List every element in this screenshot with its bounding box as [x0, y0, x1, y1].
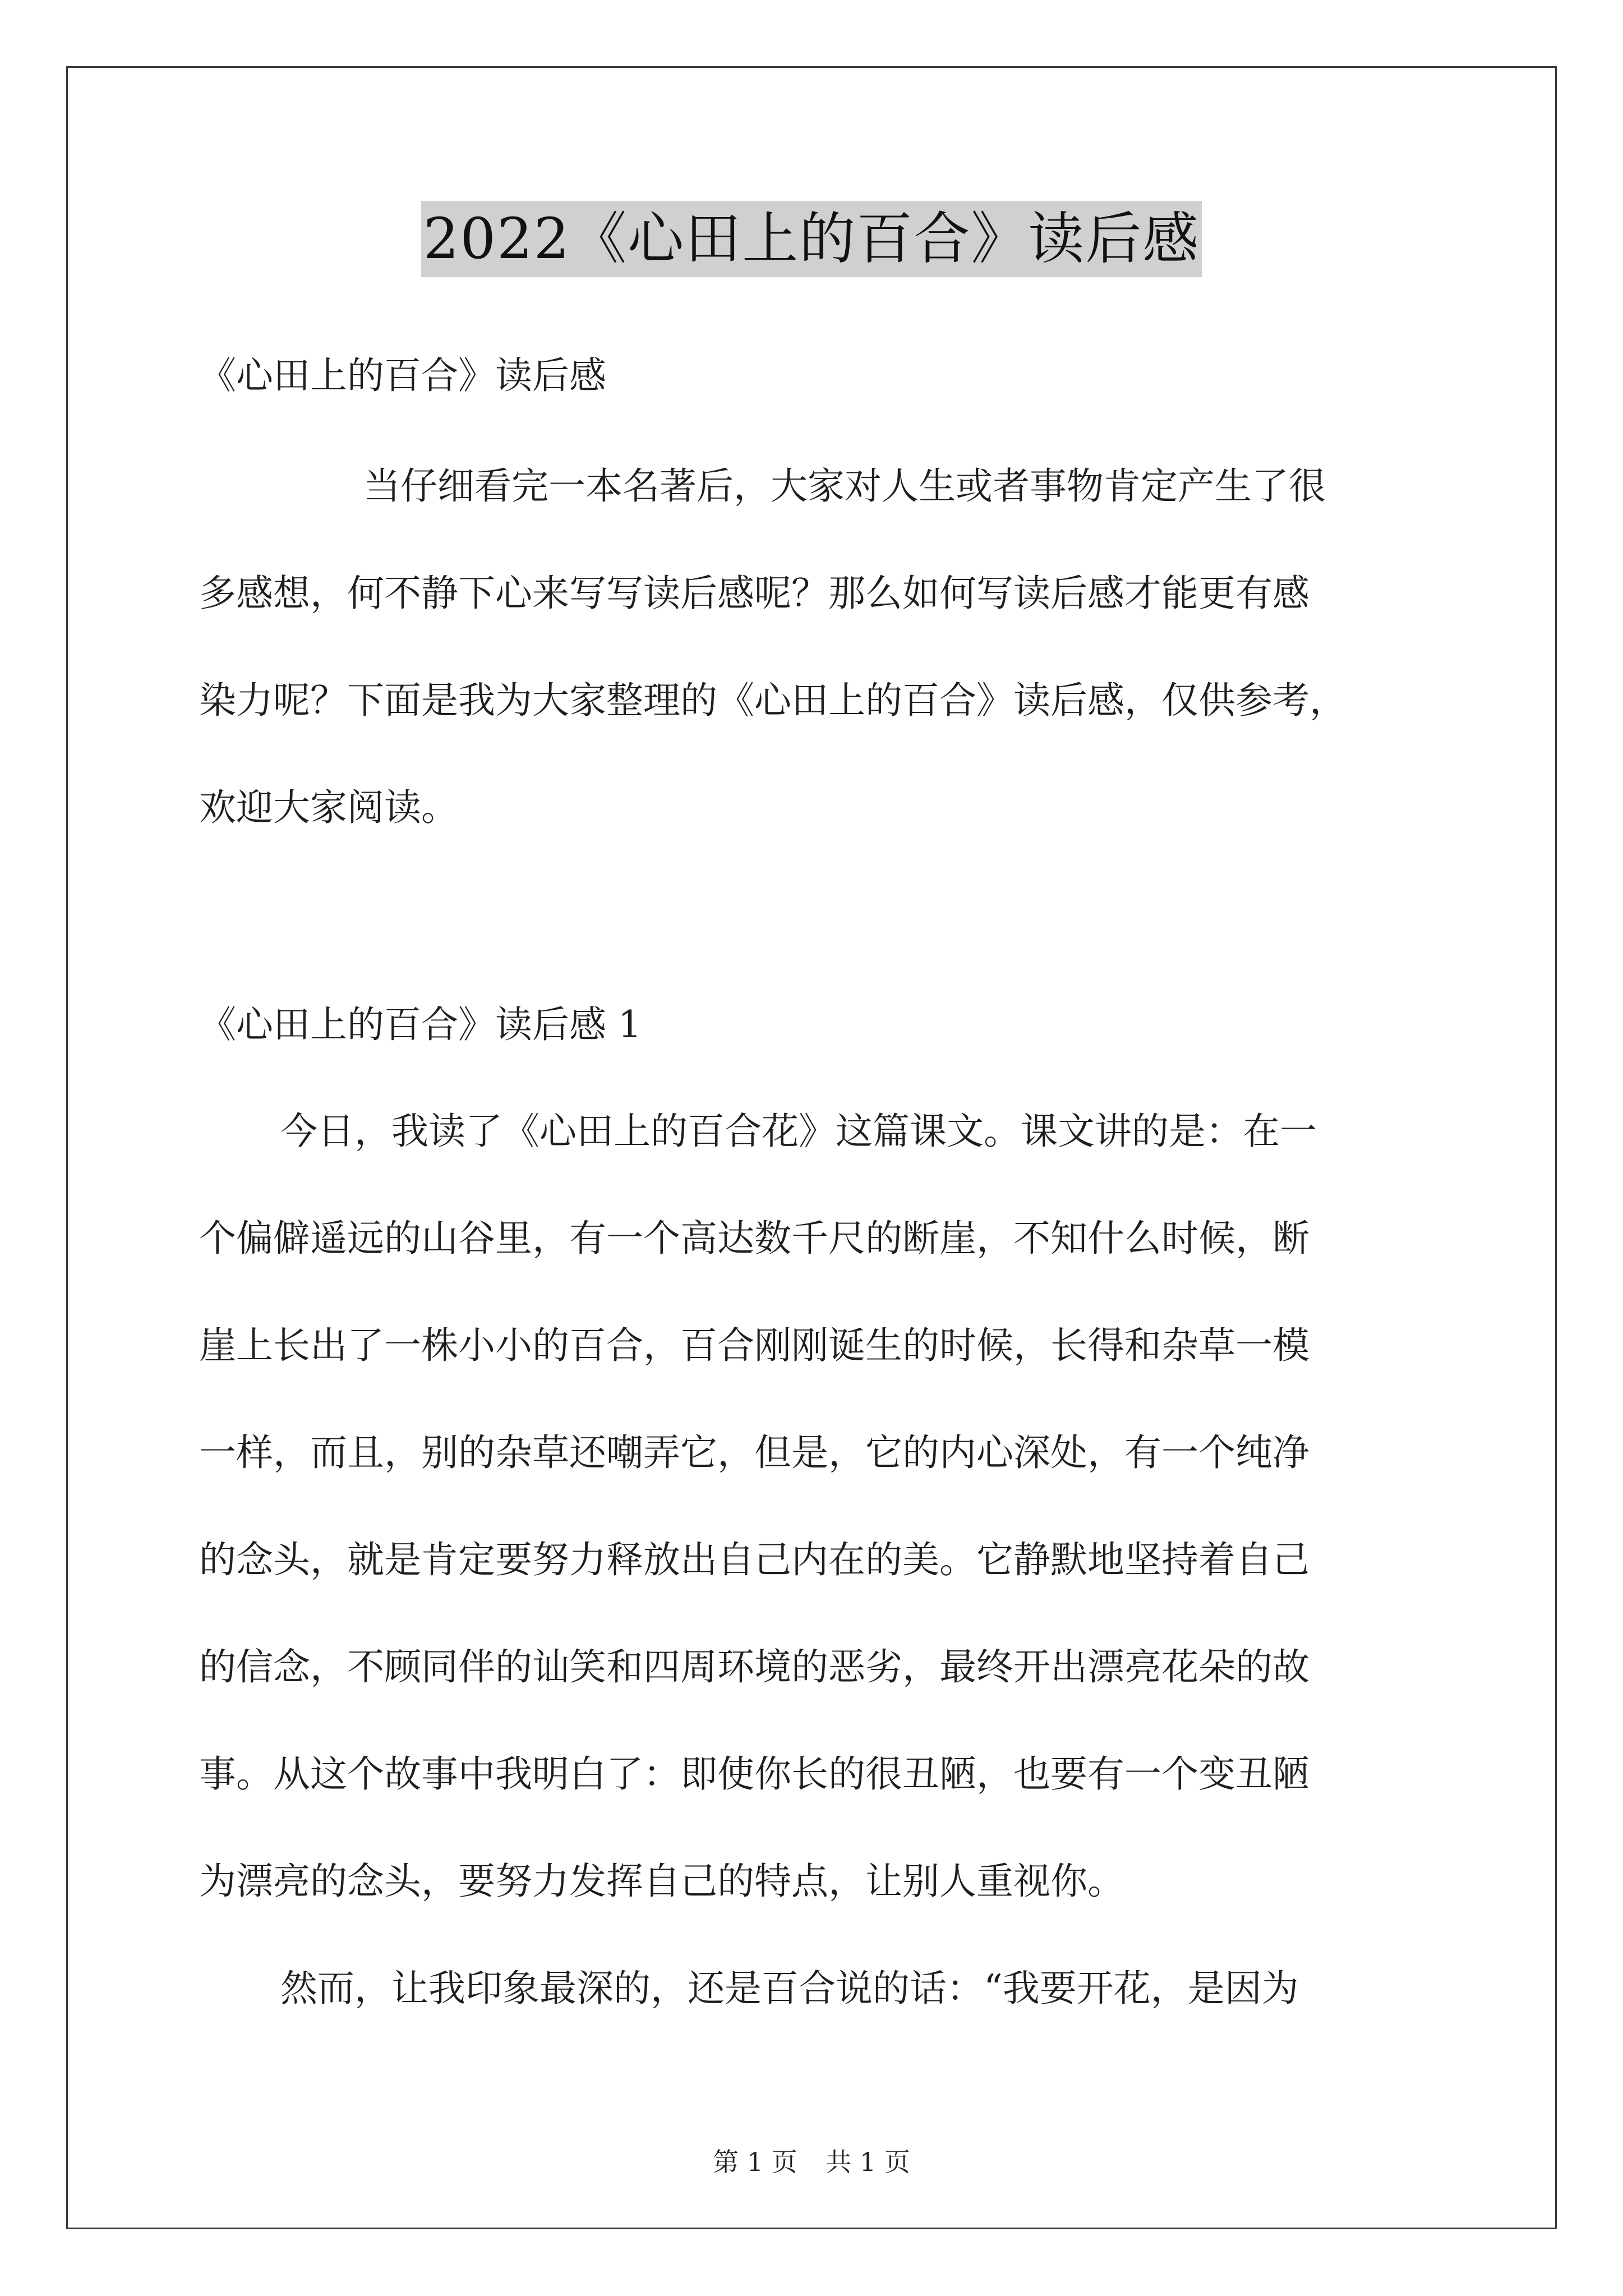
document-title: 2022《心田上的百合》读后感	[421, 201, 1202, 277]
intro-line: 当仔细看完一本名著后，大家对人生或者事物肯定产生了很	[363, 464, 1326, 508]
intro-line: 多感想，何不静下心来写写读后感呢？那么如何写读后感才能更有感	[199, 572, 1310, 615]
paragraph-line: 为漂亮的念头，要努力发挥自己的特点，让别人重视你。	[199, 1860, 1124, 1903]
paragraph-line: 今日，我读了《心田上的百合花》这篇课文。课文讲的是：在一	[280, 1110, 1317, 1153]
paragraph-line: 然而，让我印象最深的，还是百合说的话：“我要开花，是因为	[280, 1967, 1299, 2010]
intro-line: 欢迎大家阅读。	[199, 786, 458, 829]
paragraph-line: 一样，而且，别的杂草还嘲弄它，但是，它的内心深处，有一个纯净	[199, 1431, 1310, 1474]
page-footer	[0, 2145, 1623, 2179]
section-heading: 《心田上的百合》读后感 1	[199, 1003, 642, 1046]
paragraph-line: 的信念，不顾同伴的讪笑和四周环境的恶劣，最终开出漂亮花朵的故	[199, 1645, 1310, 1688]
page-number: 第 1 页	[713, 2147, 797, 2177]
paragraph-line: 个偏僻遥远的山谷里，有一个高达数千尺的断崖，不知什么时候，断	[199, 1217, 1310, 1260]
paragraph-line: 事。从这个故事中我明白了：即使你长的很丑陋，也要有一个变丑陋	[199, 1752, 1310, 1796]
paragraph-line: 的念头，就是肯定要努力释放出自己内在的美。它静默地坚持着自己	[199, 1538, 1310, 1581]
subtitle: 《心田上的百合》读后感	[199, 354, 606, 397]
title-container	[0, 201, 1623, 277]
intro-line: 染力呢？下面是我为大家整理的《心田上的百合》读后感，仅供参考，	[199, 679, 1347, 722]
paragraph-line: 崖上长出了一株小小的百合，百合刚刚诞生的时候，长得和杂草一模	[199, 1324, 1310, 1367]
page-total: 共 1 页	[826, 2147, 910, 2177]
